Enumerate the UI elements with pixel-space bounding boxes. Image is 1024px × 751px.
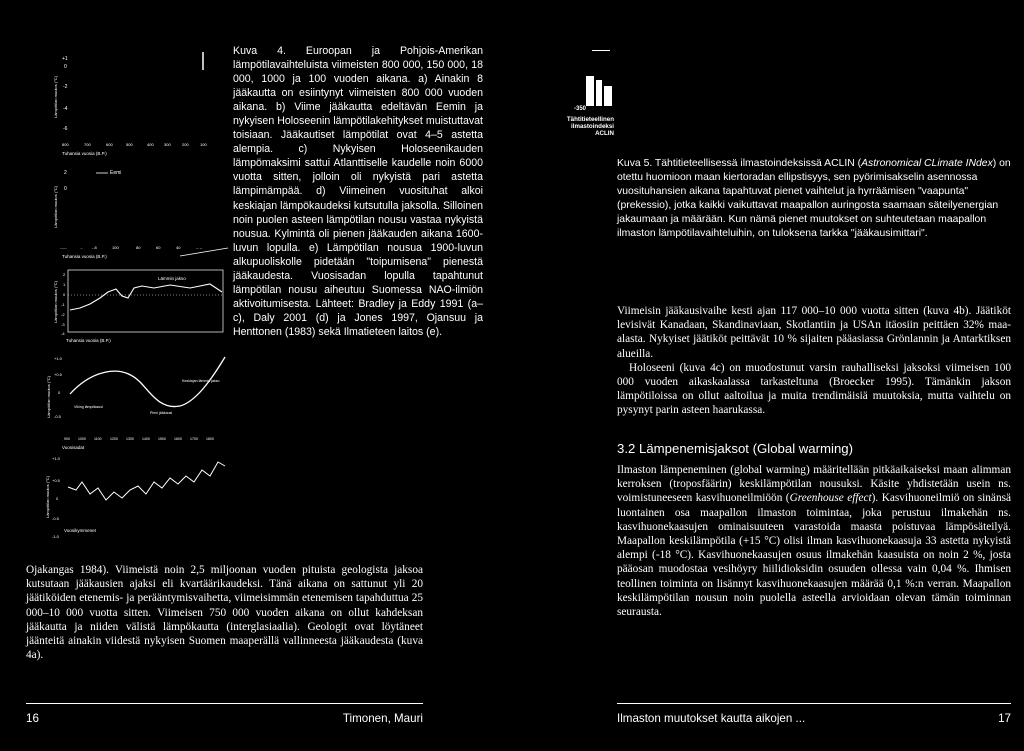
body-right-2-part2: ). Kasvihuoneilmiö on sinänsä luontainen osa maapallon ilmaston toimintaa, joka perustuu ilmakehän ns. kasvihuonekaasujen ominaisuuteen varastoida maasta poistuvaa lämpösäteilyä. Maapallon keskilämpötila (+15 °C) olisi ilman kasvihuonekaasuja 33 astetta nykyistä alempi (-18 °C). Kasvihuonekaasujen osuus ilmakehän kaasuista on noin 2 %, josta pääosan muodostaa vesihöyry hiilidioksidin osuuden ollessa vain 0,04 %. Ihmisen teollinen toiminta on lisännyt kasvihuonekaasujen määrää 0,1 %:n verran. Maapallon keskilämpötilan nousun noin puolella asteella arvioidaan olevan tämän toiminnan seurausta. bbox=[617, 492, 1011, 619]
panel-b-ytick-1: 0 bbox=[64, 186, 67, 192]
panel-d bbox=[54, 356, 225, 450]
figure-5-caption-italic: Astronomical CLimate INdex bbox=[861, 158, 993, 169]
panel-d-xtick-7: 1600 bbox=[174, 437, 182, 441]
panel-d-xtick-0: 900 bbox=[64, 437, 70, 441]
footer-right-title: Ilmaston muutokset kautta aikojen ... bbox=[617, 712, 806, 725]
footer-rule-left bbox=[26, 703, 423, 704]
panel-c-ylabel: Lämpötilan muutos (°C) bbox=[53, 280, 58, 324]
panel-d-xtick-3: 1200 bbox=[110, 437, 118, 441]
figure-5-label-line-3: ACLIN bbox=[595, 130, 614, 138]
panel-a-xtick-7: 100 bbox=[200, 142, 207, 147]
panel-c-xlabel: Tuhansia vuosia (B.P.) bbox=[66, 338, 111, 343]
panel-d-ytick-3: -0.5 bbox=[54, 414, 61, 419]
panel-b-xtick-6: 40 bbox=[176, 245, 181, 250]
panel-e-ylabel: Lämpötilan muutos (°C) bbox=[45, 475, 50, 519]
panel-a-ytick-4: -6 bbox=[63, 126, 68, 132]
panel-d-xtick-4: 1300 bbox=[126, 437, 134, 441]
panel-a-xtick-6: 200 bbox=[182, 142, 189, 147]
panel-a-xtick-1: 700 bbox=[84, 142, 91, 147]
body-left: Ojakangas 1984). Viimeistä noin 2,5 miljoonan vuoden pituista geologista jaksoa kutsutaan jääkausien ajaksi eli kvartäärikaudeksi. Tänä aikana on sattunut yli 20 jäätiköiden etenemis- ja perääntymisvaihetta, viimeisimmän etenemisen tapahduttua 25 000–10 000 vuotta sitten. Viimeisen 750 000 vuoden aikana on ollut kahdeksan jääkautta ja niiden välistä lämpökautta (interglasiaalia). Geologit ovat löytäneet jäänteitä ainakin viidestä nykyisen Suomen maaperällä vallinneesta jääkaudesta (kuva 4a). bbox=[26, 564, 423, 662]
figure-5-bar-2 bbox=[596, 80, 602, 106]
panel-b-xtick-0: ----- bbox=[60, 245, 67, 250]
panel-a-ytick-3: -4 bbox=[63, 106, 68, 112]
panel-e-ytick-3: -0.5 bbox=[52, 516, 59, 521]
figure-5 bbox=[534, 46, 614, 142]
body-right-2-italic: Greenhouse effect bbox=[789, 492, 872, 505]
panel-d-annotation-2: Viking lämpökausi bbox=[74, 405, 103, 409]
panel-c-ytick-3: -1 bbox=[61, 302, 65, 307]
panel-a-ytick-1: 0 bbox=[64, 64, 67, 70]
figure-4-chart bbox=[45, 42, 230, 542]
panel-c-ytick-6: -4 bbox=[61, 331, 65, 336]
panel-c-ytick-0: 2 bbox=[63, 272, 66, 277]
panel-b-ytick-0: 2 bbox=[64, 170, 67, 176]
panel-b-xtick-7: -- -- bbox=[196, 245, 203, 250]
panel-d-ytick-1: +0.5 bbox=[54, 372, 62, 377]
panel-c bbox=[61, 270, 223, 343]
panel-b-xtick-4: 80 bbox=[136, 245, 141, 250]
panel-b-ylabel: Lämpötilan muutos (°C) bbox=[53, 185, 58, 229]
footer-right-page: 17 bbox=[998, 712, 1011, 725]
panel-a-ylabel: Lämpötilan muutos (°C) bbox=[53, 75, 58, 119]
figure-4-caption: Kuva 4. Euroopan ja Pohjois-Amerikan lämpötilavaihteluista viimeisten 800 000, 150 000, 18 000, 1000 ja 100 vuoden aikana. a) Ainakin 8 jääkautta on esiintynyt viimeisten 800 000 vuoden aikana. b) Viime jääkautta edeltävän Eemin ja nykyisen Holoseenin lämpötilakehitykset muistuttavat toisiaan. Jääkautiset lämpötilat ovat 4–5 astetta alempia. c) Nykyisen Holoseenikauden lämpömaksimi sattui Atlanttiselle kaudelle noin 6000 vuotta sitten, jolloin oli nykyistä pari astetta lämpimämpää. d) Viimeinen vuosituhat alkoi keskiajan lämpökaudeksi kutsutulla jaksolla. Silloinen noin puolen asteen lämpötilan nousu vastaa nykyistä nousua. Kylmintä oli pienen jääkauden aikana 1600-luvun lopulla. e) Lämpötilan nousua 1900-luvun alkupuoliskolle pidetään "toipumisena" pienestä jääkaudesta. Vuosisadan lopulla tapahtunut lämpötilan nousu aiheutuu Suomessa NAO-ilmiön aktivoitumisesta. Lähteet: Bradley ja Eddy 1991 (a–c), Daly 2001 (d) ja Jones 1997, Ojansuu ja Henttonen (1983) sekä Ilmatieteen laitos (e). bbox=[233, 45, 483, 338]
body-right-1 bbox=[617, 304, 1011, 418]
figure-5-label-line-1: Tähtitieteellinen bbox=[566, 116, 614, 123]
figure-5-caption-prefix: Kuva 5. Tähtitieteellisessä ilmastoindeksissä ACLIN ( bbox=[617, 158, 862, 169]
panel-d-annotation-0: Keskiajan lämmin jakso bbox=[182, 379, 220, 383]
panel-d-xtick-6: 1500 bbox=[158, 437, 166, 441]
panel-e-xlabel: Vuosikymmenet bbox=[64, 528, 96, 533]
panel-a bbox=[62, 52, 207, 156]
section-heading: 3.2 Lämpenemisjaksot (Global warming) bbox=[617, 441, 854, 456]
figure-5-caption bbox=[617, 157, 1012, 242]
panel-c-series bbox=[70, 284, 222, 310]
panel-d-xtick-1: 1000 bbox=[78, 437, 86, 441]
figure-5-bar-3 bbox=[604, 86, 612, 106]
figure-5-bars bbox=[586, 76, 612, 106]
panel-a-xtick-3: 500 bbox=[126, 142, 133, 147]
panel-e bbox=[52, 456, 225, 539]
panel-c-annotation: Lämmin jakso bbox=[158, 276, 186, 281]
figure-5-bar-1 bbox=[586, 76, 594, 106]
panel-a-xlabel: Tuhansia vuosia (B.P.) bbox=[62, 151, 107, 156]
panel-c-ytick-5: -3 bbox=[61, 322, 65, 327]
body-right-1-p1: Viimeisin jääkausivaihe kesti ajan 117 000–10 000 vuotta sitten (kuva 4b). Jäätiköt levisivät Kanadaan, Skandinaviaan, Skotlantiin ja USAn itäosiin peittäen 32% maa-alasta. Nykyiset jäätiköt peittävät 10 % sijaiten pääasiassa Grönlannin ja Antarktiksen alueilla. bbox=[617, 305, 1011, 360]
panel-b-xtick-5: 60 bbox=[156, 245, 161, 250]
panel-e-ytick-4: -1.0 bbox=[52, 534, 59, 539]
panel-b bbox=[60, 170, 228, 259]
figure-4 bbox=[45, 42, 230, 542]
panel-d-xtick-8: 1700 bbox=[190, 437, 198, 441]
panel-d-ytick-0: +1.0 bbox=[54, 356, 62, 361]
panel-d-ytick-2: 0 bbox=[58, 390, 61, 395]
panel-e-ytick-0: +1.0 bbox=[52, 456, 60, 461]
panel-e-ytick-2: 0 bbox=[56, 496, 59, 501]
panel-d-xtick-2: 1100 bbox=[94, 437, 102, 441]
footer-left-page: 16 bbox=[26, 712, 39, 725]
panel-a-xtick-0: 800 bbox=[62, 142, 69, 147]
panel-c-frame bbox=[68, 270, 223, 332]
panel-a-xtick-2: 600 bbox=[106, 142, 113, 147]
figure-5-label-top: -350 bbox=[574, 106, 587, 112]
panel-a-xtick-5: 300 bbox=[164, 142, 171, 147]
panel-d-xtick-5: 1400 bbox=[142, 437, 150, 441]
figure-5-label-line-2: ilmastoindeksi bbox=[571, 123, 614, 131]
body-right-2 bbox=[617, 463, 1011, 619]
panel-d-xlabel: Vuosisadat bbox=[62, 445, 85, 450]
figure-5-caption-rest: ) on otettu huomioon maan kiertoradan ellipstisyys, sen pyörimisakselin asennossa vuosituhansien aikana tapahtuvat pienet vaihtelut ja hyrräämisen "vaapunta" (prekessio), jotka kaikki vaikuttavat maapallon auringosta saamaan säteilyenergian jakaumaan ja määrään. Kun nämä pienet muutokset on suhteutetaan maapallon ilmaston lämpötilavaihteluihin, on tuloksena tarkka "jääkausimittari". bbox=[617, 158, 1011, 240]
panel-c-ytick-4: -2 bbox=[61, 312, 65, 317]
footer-rule-right bbox=[617, 703, 1011, 704]
figure-5-label bbox=[534, 116, 614, 138]
figure-4-axis-labels bbox=[58, 42, 68, 542]
panel-b-xtick-1: ... bbox=[80, 245, 84, 250]
panel-e-ytick-1: +0.5 bbox=[52, 478, 60, 483]
panel-b-xtick-3: 100 bbox=[112, 245, 119, 250]
panel-a-ytick-2: -2 bbox=[63, 84, 68, 90]
panel-b-xtick-2: -.8 bbox=[92, 245, 97, 250]
panel-a-xtick-4: 400 bbox=[147, 142, 154, 147]
footer-left-author: Timonen, Mauri bbox=[342, 712, 423, 725]
panel-d-ylabel: Lämpötilan muutos (°C) bbox=[46, 375, 51, 419]
panel-b-xlabel: Tuhansia vuosia (B.P.) bbox=[62, 254, 107, 259]
panel-c-ytick-2: 0 bbox=[63, 292, 66, 297]
figure-5-top-line bbox=[592, 50, 610, 51]
panel-a-ytick-0: +1 bbox=[62, 56, 68, 62]
panel-d-annotation-1: Pieni jääkausi bbox=[150, 411, 173, 415]
body-right-1-p2: Holoseeni (kuva 4c) on muodostunut varsin rauhalliseksi jaksoksi viimeisen 100 000 vuoden aikaskaalassa tarkasteltuna (Broecker 1995). Tämänkin jakson lämpötiloissa on ollut aaltoilua ja muita trendimäisiä muutoksia, mutta vaihtelu on pysynyt parin asteen haarukassa. bbox=[617, 361, 1011, 417]
panel-d-xtick-9: 1800 bbox=[206, 437, 214, 441]
panel-c-ytick-1: 1 bbox=[63, 282, 66, 287]
body-right-2-part1: Ilmaston lämpeneminen (global warming) määritellään pitkäaikaiseksi maan alimman kerroksen (troposfäärin) keskilämpötilan nousuksi. Käsite yhdistetään usein ns. voimistuneeseen kasvihuoneilmiöön ( bbox=[617, 464, 1011, 505]
panel-e-series bbox=[68, 462, 225, 500]
panel-b-line bbox=[180, 248, 228, 256]
panel-b-annotation: Eemi bbox=[110, 170, 122, 176]
